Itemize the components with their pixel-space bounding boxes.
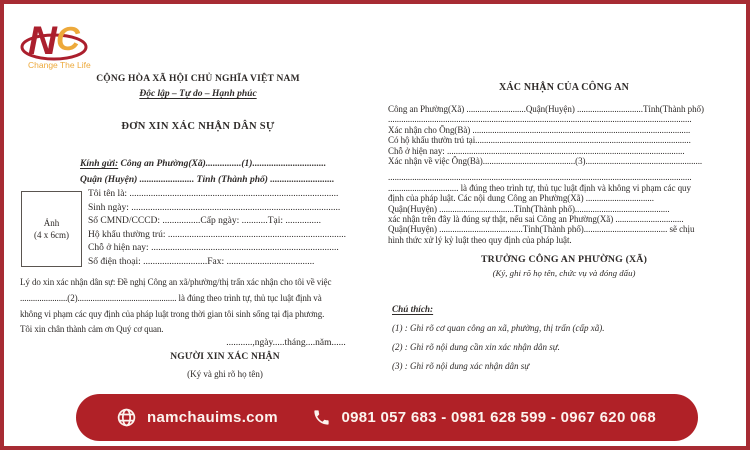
photo-label-1: Ảnh (43, 218, 60, 228)
field-residence: Hộ khẩu thường trú: ........................................................................... (88, 229, 346, 240)
dotted-line: .......................................................................................................................................... (388, 114, 692, 125)
field-dob: Sinh ngày: ........................................................................................ (88, 202, 341, 213)
confirmation-line: Xác nhận cho Ông(Bà) ................................................................................................... (388, 124, 691, 135)
photo-placeholder (21, 191, 82, 267)
confirmation-line: Có hộ khẩu thườn trú tại.................................................................................................. (388, 135, 691, 146)
contact-bar (76, 394, 698, 441)
website-text: namchauims.com (147, 409, 278, 426)
paragraph-line: không vi phạm các quy định của pháp luật trong thời gian tôi sinh sống tại địa phương. (20, 308, 325, 319)
signature-note: (Ký và ghi rõ họ tên) (187, 369, 263, 379)
logo-letter-n: N (28, 19, 57, 63)
logo-letter-c: C (56, 20, 80, 57)
globe-icon (116, 407, 137, 428)
nc-logo-icon (12, 10, 102, 72)
paragraph-line: Tôi xin chân thành cảm ơn Quý cơ quan. (20, 324, 164, 335)
field-phone: Số điện thoại: ...........................Fax: ..................................... (88, 256, 315, 267)
confirmation-line: Chỗ ở hiện nay: ............................................................................................................ (388, 145, 685, 156)
confirmation-line: định của pháp luật. Các nội dung Công an Phường(Xã) ............................... (388, 193, 654, 204)
national-title: CỘNG HÒA XÃ HỘI CHỦ NGHĨA VIỆT NAM (96, 74, 300, 84)
paragraph-line: ......................(2).............................................. là đúng theo trình tự, thủ tục luật định và (20, 292, 322, 303)
field-address: Chỗ ở hiện nay: ............................................................................... (88, 243, 339, 254)
phone-icon (312, 408, 331, 427)
applicant-signature-block (105, 352, 345, 379)
reason-paragraph (20, 275, 376, 338)
addressee-line-2: Quận (Huyện) ....................... Tỉnh (Thành phố) ........................... (80, 175, 335, 185)
confirmation-title: XÁC NHẬN CỦA CÔNG AN (498, 82, 630, 93)
confirmation-line: ................................ là đúng theo trình tự, thủ tục luật định và không vi phạm các quy (388, 182, 691, 193)
police-confirmation-section (388, 82, 740, 371)
footnote-item: (3) : Ghi rõ nội dung xác nhận dân sự (392, 361, 530, 372)
addressee-line (18, 159, 378, 169)
footnote-item: (2) : Ghi rõ nội dung cần xin xác nhận dân sự. (392, 342, 560, 353)
addressee-value: Công an Phường(Xã)...............(1)............................... (118, 159, 327, 169)
document-title: ĐƠN XIN XÁC NHẬN DÂN SỰ (121, 121, 275, 132)
footnote-item: (1) : Ghi rõ cơ quan công an xã, phường, thị trấn (cấp xã). (392, 323, 605, 334)
confirmation-line: xác nhận trên đây là đúng sự thật, nếu sai Công an Phường(Xã) ............................... (388, 214, 684, 225)
phone-numbers-text: 0981 057 683 - 0981 628 599 - 0967 620 068 (341, 409, 656, 426)
confirmation-line: Công an Phường(Xã) ...........................Quận(Huyện) ..............................Tỉnh(Thành phố) (388, 104, 704, 114)
footnotes-title: Chú thích: (392, 304, 434, 315)
field-id: Số CMND/CCCD: ................Cấp ngày: ...........Tại: ............... (88, 216, 322, 227)
paragraph-line: Lý do xin xác nhận dân sự: Đề nghị Công an xã/phường/thị trấn xác nhận cho tôi về việc (20, 277, 332, 287)
field-name: Tôi tên là: ........................................................................................ (88, 189, 339, 199)
confirmation-line: Xác nhận về việc Ông(Bà)..........................................(3)..................................................... (388, 156, 703, 167)
phone-numbers[interactable] (312, 408, 656, 427)
national-motto: Độc lập – Tự do – Hạnh phúc (139, 89, 257, 99)
nc-logo (12, 10, 102, 72)
confirmation-line: Quận(Huyện) ..................................Tỉnh(Thành phố)........................................... (388, 203, 670, 214)
footnotes (388, 304, 740, 371)
addressee-label: Kính gửi: (80, 159, 119, 169)
confirmation-line: Quận(Huyện) ......................................Tỉnh(Thành phố)...................................... sẽ chịu (388, 224, 695, 235)
application-form (18, 74, 378, 185)
personal-info-fields (88, 188, 368, 270)
date-line: ...........,ngày.....tháng....năm...... (226, 338, 346, 348)
confirmation-line: hình thức xử lý kỷ luật theo quy định của pháp luật. (388, 234, 572, 245)
logo-tagline: Change The Life (28, 60, 91, 70)
police-chief-signature-block (388, 254, 740, 278)
signature-title: NGƯỜI XIN XÁC NHẬN (170, 352, 280, 362)
website-link[interactable] (116, 407, 278, 428)
chief-note: (Ký, ghi rõ họ tên, chức vụ và đóng dấu) (492, 268, 636, 279)
dotted-line: .......................................................................................................................................... (388, 172, 692, 183)
photo-label-2: (4 x 6cm) (34, 230, 69, 240)
chief-title: TRƯỞNG CÔNG AN PHƯỜNG (XÃ) (480, 254, 648, 266)
